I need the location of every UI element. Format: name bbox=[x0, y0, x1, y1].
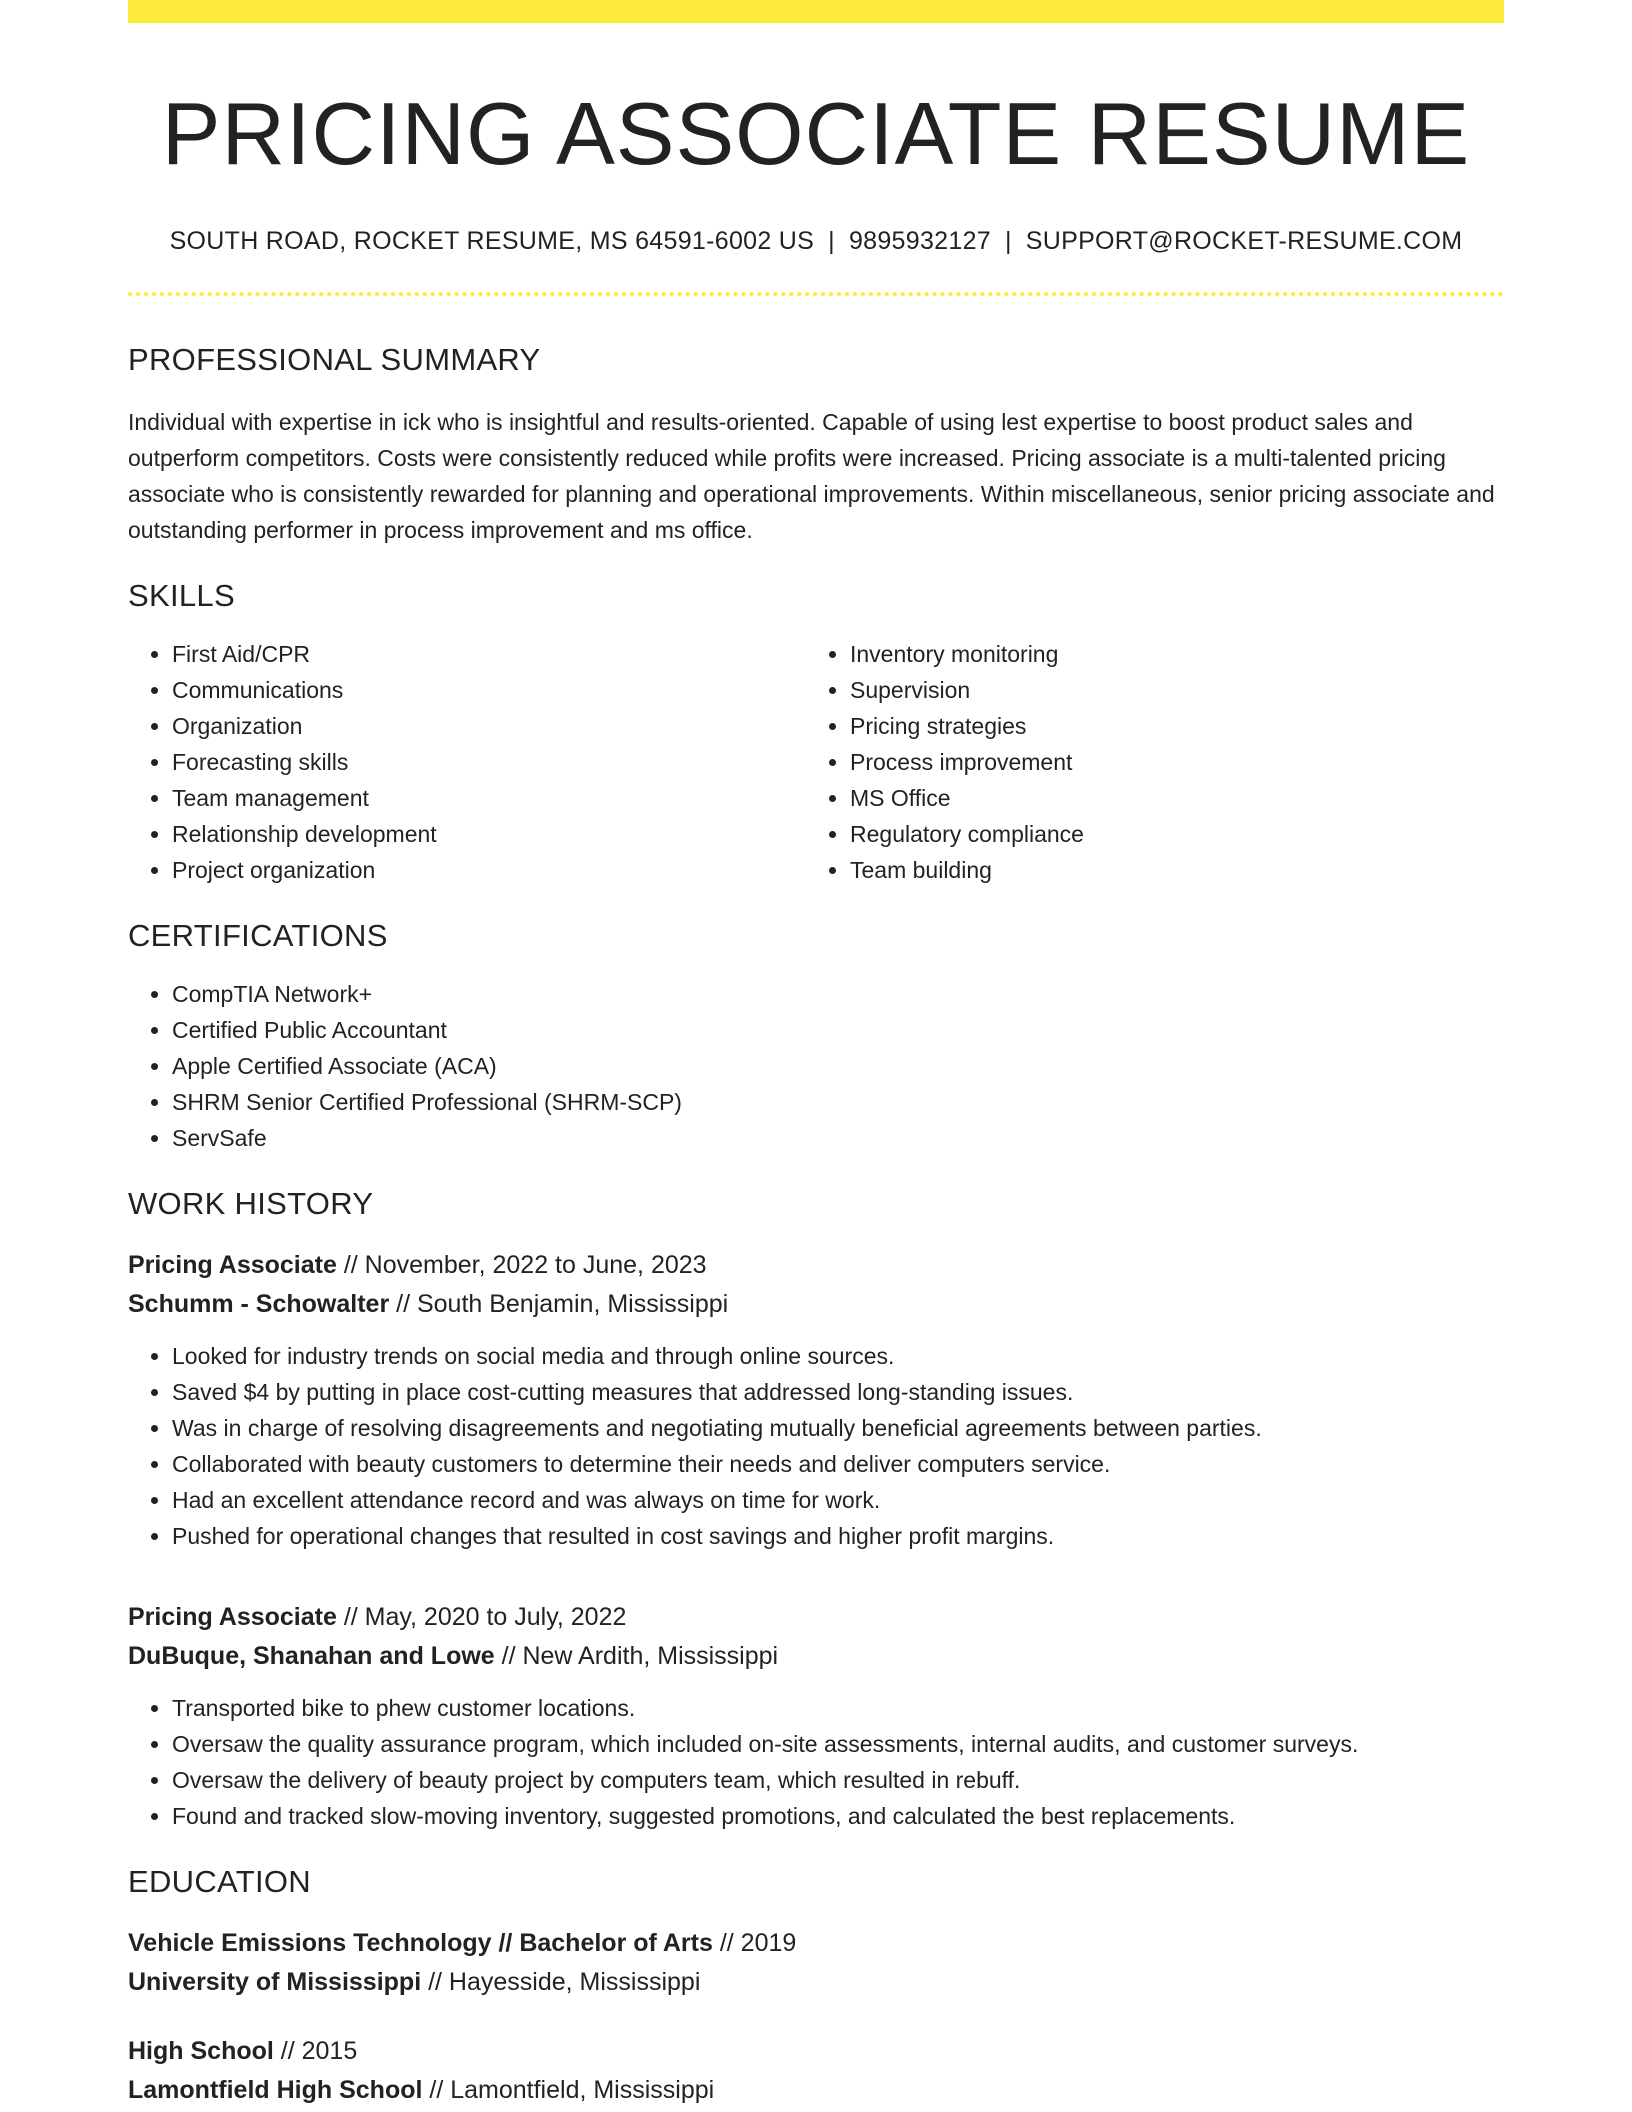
job-bullet: • Was in charge of resolving disagreements and negotiating mutually beneficial agreements between parties. bbox=[172, 1410, 1504, 1446]
page-title: PRICING ASSOCIATE RESUME bbox=[161, 84, 1471, 183]
job-bullet: • Transported bike to phew customer locations. bbox=[172, 1690, 1504, 1726]
job-company-line bbox=[128, 1637, 1504, 1676]
certification-item: • ServSafe bbox=[172, 1120, 1504, 1156]
skills-heading: SKILLS bbox=[128, 577, 235, 613]
skills-right-list bbox=[806, 636, 1484, 888]
job-bullet: • Looked for industry trends on social media and through online sources. bbox=[172, 1338, 1504, 1374]
skill-item: • MS Office bbox=[850, 780, 1484, 816]
job-company: DuBuque, Shanahan and Lowe bbox=[128, 1641, 495, 1670]
job-bullet: • Found and tracked slow-moving inventory, suggested promotions, and calculated the best replacements. bbox=[172, 1798, 1504, 1834]
job-dates: // November, 2022 to June, 2023 bbox=[336, 1250, 707, 1279]
skill-item: • Team building bbox=[850, 852, 1484, 888]
education-degree: Vehicle Emissions Technology // Bachelor of Arts bbox=[128, 1928, 713, 1957]
job-bullet: • Saved $4 by putting in place cost-cutting measures that addressed long-standing issues. bbox=[172, 1374, 1504, 1410]
contact-separator: | bbox=[1004, 226, 1012, 255]
skill-item: • Forecasting skills bbox=[172, 744, 806, 780]
contact-line bbox=[128, 227, 1504, 256]
job-title-line bbox=[128, 1246, 1504, 1285]
job-dates: // May, 2020 to July, 2022 bbox=[336, 1602, 627, 1631]
job-title-line bbox=[128, 1598, 1504, 1637]
job-bullets bbox=[128, 1338, 1504, 1554]
certification-item: • CompTIA Network+ bbox=[172, 976, 1504, 1012]
job-title: Pricing Associate bbox=[128, 1602, 337, 1631]
education-heading: EDUCATION bbox=[128, 1863, 311, 1899]
education-degree-line bbox=[128, 1924, 1504, 1963]
skill-item: • First Aid/CPR bbox=[172, 636, 806, 672]
dotted-divider bbox=[128, 292, 1504, 296]
education-school-line bbox=[128, 2071, 1504, 2110]
skills-left-list bbox=[128, 636, 806, 888]
summary-text: Individual with expertise in ick who is insightful and results-oriented. Capable of using lest expertise to boost product sales and outperform competitors. Costs were consistently reduced while profits were increased. Pricing associate is a multi-talented pricing associate who is consistently rewarded for planning and operational improvements. Within miscellaneous, senior pricing associate and outstanding performer in process improvement and ms office. bbox=[128, 408, 1495, 543]
education-location: // Lamontfield, Mississippi bbox=[422, 2075, 715, 2104]
certifications-list bbox=[128, 976, 1504, 1156]
education-entry bbox=[128, 2032, 1504, 2110]
job-company-line bbox=[128, 1285, 1504, 1324]
contact-separator: | bbox=[828, 226, 835, 255]
contact-phone: 9895932127 bbox=[848, 226, 991, 255]
summary-heading: PROFESSIONAL SUMMARY bbox=[128, 341, 541, 377]
skill-item: • Pricing strategies bbox=[850, 708, 1484, 744]
skill-item: • Organization bbox=[172, 708, 806, 744]
education-degree-line bbox=[128, 2032, 1504, 2071]
education-location: // Hayesside, Mississippi bbox=[421, 1967, 701, 1996]
job-bullet: • Pushed for operational changes that resulted in cost savings and higher profit margins. bbox=[172, 1518, 1504, 1554]
education-school: Lamontfield High School bbox=[128, 2075, 423, 2104]
top-accent-bar bbox=[128, 0, 1504, 23]
skill-item: • Supervision bbox=[850, 672, 1484, 708]
skill-item: • Regulatory compliance bbox=[850, 816, 1484, 852]
skill-item: • Communications bbox=[172, 672, 806, 708]
contact-email: SUPPORT@ROCKET-RESUME.COM bbox=[1025, 226, 1463, 255]
certification-item: • SHRM Senior Certified Professional (SHRM-SCP) bbox=[172, 1084, 1504, 1120]
job-entry bbox=[128, 1598, 1504, 1834]
education-entry bbox=[128, 1924, 1504, 2002]
skills-grid bbox=[128, 636, 1504, 888]
certification-item: • Apple Certified Associate (ACA) bbox=[172, 1048, 1504, 1084]
skill-item: • Project organization bbox=[172, 852, 806, 888]
contact-address: SOUTH ROAD, ROCKET RESUME, MS 64591-6002 US bbox=[169, 226, 815, 255]
work-history-heading: WORK HISTORY bbox=[128, 1185, 374, 1221]
skill-item: • Team management bbox=[172, 780, 806, 816]
job-location: // South Benjamin, Mississippi bbox=[389, 1289, 729, 1318]
skill-item: • Process improvement bbox=[850, 744, 1484, 780]
education-degree: High School bbox=[128, 2036, 274, 2065]
job-title: Pricing Associate bbox=[128, 1250, 337, 1279]
job-location: // New Ardith, Mississippi bbox=[494, 1641, 779, 1670]
education-school: University of Mississippi bbox=[128, 1967, 422, 1996]
certification-item: • Certified Public Accountant bbox=[172, 1012, 1504, 1048]
job-bullet: • Oversaw the quality assurance program, which included on-site assessments, internal audits, and customer surveys. bbox=[172, 1726, 1504, 1762]
job-bullet: • Collaborated with beauty customers to determine their needs and deliver computers service. bbox=[172, 1446, 1504, 1482]
job-entry bbox=[128, 1246, 1504, 1554]
education-year: // 2019 bbox=[712, 1928, 797, 1957]
education-school-line bbox=[128, 1963, 1504, 2002]
skill-item: • Relationship development bbox=[172, 816, 806, 852]
job-bullet: • Had an excellent attendance record and was always on time for work. bbox=[172, 1482, 1504, 1518]
skill-item: • Inventory monitoring bbox=[850, 636, 1484, 672]
resume-page bbox=[128, 0, 1504, 2110]
job-bullet: • Oversaw the delivery of beauty project by computers team, which resulted in rebuff. bbox=[172, 1762, 1504, 1798]
job-company: Schumm - Schowalter bbox=[128, 1289, 390, 1318]
job-bullets bbox=[128, 1690, 1504, 1834]
education-year: // 2015 bbox=[273, 2036, 358, 2065]
certifications-heading: CERTIFICATIONS bbox=[128, 917, 388, 953]
